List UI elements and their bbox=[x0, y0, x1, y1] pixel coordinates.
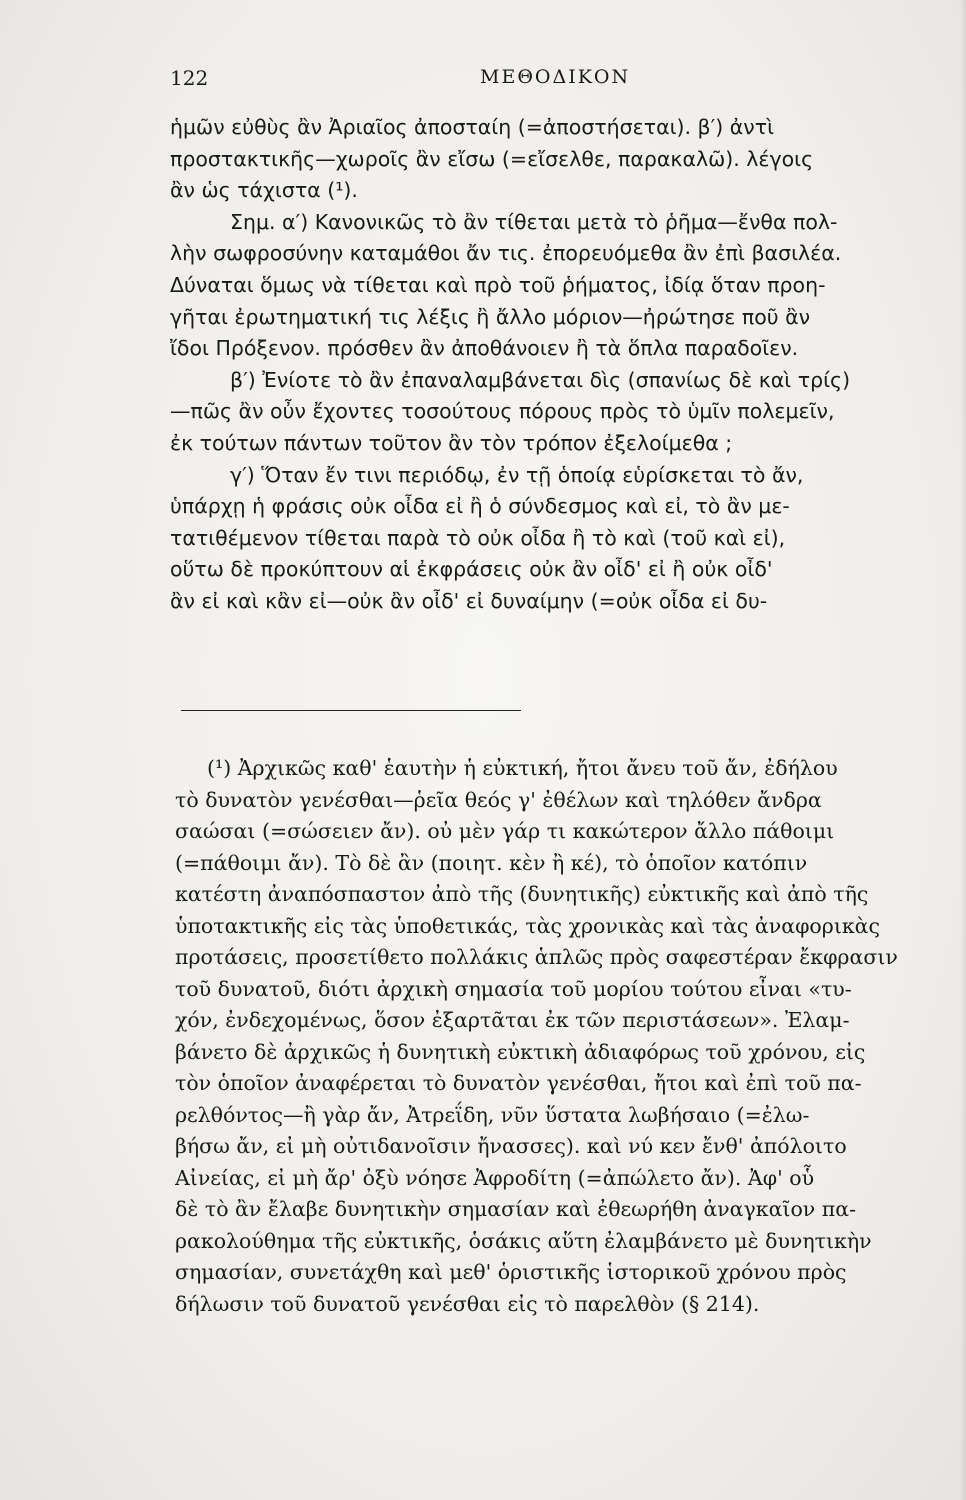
footnote-line: τὸν ὁποῖον ἀναφέρεται τὸ δυνατὸν γενέσθαι, ἤτοι καὶ ἐπὶ τοῦ πα- bbox=[175, 1071, 862, 1095]
body-line: β′) Ἐνίοτε τὸ ἂν ἐπαναλαμβάνεται δὶς (σπανίως δὲ καὶ τρίς) bbox=[230, 367, 851, 392]
footnote-line: κατέστη ἀναπόσπαστον ἀπὸ τῆς (δυνητικῆς) εὐκτικῆς καὶ ἀπὸ τῆς bbox=[175, 882, 869, 906]
footnote-line: βάνετο δὲ ἀρχικῶς ἡ δυνητικὴ εὐκτικὴ ἀδιαφόρως τοῦ χρόνου, εἰς bbox=[175, 1039, 866, 1064]
body-line: προστακτικῆς—χωροῖς ἂν εἴσω (=εἴσελθε, παρακαλῶ). λέγοις bbox=[170, 146, 814, 171]
body-line: ἴδοι Πρόξενον. πρόσθεν ἂν ἀποθάνοιεν ἢ τὰ ὅπλα παραδοῖεν. bbox=[170, 336, 799, 361]
body-line: ἂν εἰ καὶ κἂν εἰ—οὐκ ἂν οἶδ' εἰ δυναίμην (=οὐκ οἶδα εἰ δυ- bbox=[170, 588, 768, 613]
body-line: Σημ. α′) Κανονικῶς τὸ ἂν τίθεται μετὰ τὸ ῥῆμα—ἔνθα πολ- bbox=[230, 209, 838, 234]
footnote-line: (=πάθοιμι ἄν). Τὸ δὲ ἂν (ποιητ. κὲν ἢ κέ), τὸ ὁποῖον κατόπιν bbox=[175, 850, 808, 875]
body-line: ἡμῶν εὐθὺς ἂν Ἀριαῖος ἀποσταίη (=ἀποστήσεται). β′) ἀντὶ bbox=[170, 115, 775, 139]
footnote-line: ρακολούθημα τῆς εὐκτικῆς, ὁσάκις αὕτη ἐλαμβάνετο μὲ δυνητικὴν bbox=[175, 1228, 872, 1253]
footnote-line: προτάσεις, προσετίθετο πολλάκις ἁπλῶς πρὸς σαφεστέραν ἔκφρασιν bbox=[175, 945, 898, 969]
body-line: —πῶς ἂν οὖν ἔχοντες τοσούτους πόρους πρὸς τὸ ὑμῖν πολεμεῖν, bbox=[170, 399, 835, 424]
footnote-separator bbox=[181, 710, 521, 711]
footnote-line: δὲ τὸ ἂν ἔλαβε δυνητικὴν σημασίαν καὶ ἐθεωρήθη ἀναγκαῖον πα- bbox=[175, 1197, 857, 1221]
footnote-line: τοῦ δυνατοῦ, διότι ἀρχικὴ σημασία τοῦ μορίου τούτου εἶναι «τυ- bbox=[175, 976, 852, 1001]
running-title: ΜΕΘΟΔΙΚΟΝ bbox=[480, 66, 631, 88]
body-line: ἐκ τούτων πάντων τοῦτον ἂν τὸν τρόπον ἐξελοίμεθα ; bbox=[170, 430, 733, 455]
footnote-line: χόν, ἐνδεχομένως, ὅσον ἐξαρτᾶται ἐκ τῶν περιστάσεων». Ἐλαμ- bbox=[175, 1008, 850, 1032]
footnote-line: τὸ δυνατὸν γενέσθαι—ῥεῖα θεός γ' ἐθέλων καὶ τηλόθεν ἄνδρα bbox=[175, 787, 822, 812]
body-line: ἂν ὡς τάχιστα (¹). bbox=[170, 178, 358, 203]
footnote-line: δήλωσιν τοῦ δυνατοῦ γενέσθαι εἰς τὸ παρελθὸν (§ 214). bbox=[175, 1291, 760, 1316]
page-number: 122 bbox=[170, 66, 209, 90]
footnote-line: σαώσαι (=σώσειεν ἄν). οὐ μὲν γάρ τι κακώτερον ἄλλο πάθοιμι bbox=[175, 819, 835, 843]
body-line: γῆται ἐρωτηματική τις λέξις ἢ ἄλλο μόριον—ἠρώτησε ποῦ ἂν bbox=[170, 304, 811, 329]
body-line: τατιθέμενον τίθεται παρὰ τὸ οὐκ οἶδα ἢ τὸ καὶ (τοῦ καὶ εἰ), bbox=[170, 525, 786, 550]
footnote-line: ρελθόντος—ἢ γὰρ ἄν, Ἀτρεΐδη, νῦν ὕστατα λωβήσαιο (=ἐλω- bbox=[175, 1102, 810, 1127]
body-line: γ′) Ὅταν ἔν τινι περιόδῳ, ἐν τῇ ὁποίᾳ εὑρίσκεται τὸ ἄν, bbox=[230, 462, 804, 487]
body-line: ὑπάρχῃ ἡ φράσις οὐκ οἶδα εἰ ἢ ὁ σύνδεσμος καὶ εἰ, τὸ ἂν με- bbox=[170, 494, 790, 519]
footnote-line: (¹) Ἀρχικῶς καθ' ἑαυτὴν ἡ εὐκτική, ἤτοι ἄνευ τοῦ ἄν, ἐδήλου bbox=[207, 756, 838, 780]
footnote-line: Αἰνείας, εἰ μὴ ἄρ' ὀξὺ νόησε Ἀφροδίτη (=ἀπώλετο ἄν). Ἀφ' οὗ bbox=[175, 1165, 815, 1190]
footnote-block bbox=[175, 753, 960, 1320]
page-edge-shadow bbox=[960, 0, 966, 1500]
footnote-line: σημασίαν, συνετάχθη καὶ μεθ' ὁριστικῆς ἱστορικοῦ χρόνου πρὸς bbox=[175, 1260, 847, 1284]
main-text-block bbox=[170, 112, 960, 618]
body-line: οὕτω δὲ προκύπτουν αἱ ἐκφράσεις οὐκ ἂν οἶδ' εἰ ἢ οὐκ οἶδ' bbox=[170, 557, 773, 582]
footnote-line: ὑποτακτικῆς εἰς τὰς ὑποθετικάς, τὰς χρονικὰς καὶ τὰς ἀναφορικὰς bbox=[175, 913, 880, 938]
footnote-line: βήσω ἄν, εἰ μὴ οὐτιδανοῖσιν ἤνασσες). καὶ νύ κεν ἔνθ' ἀπόλοιτο bbox=[175, 1134, 847, 1158]
body-line: λὴν σωφροσύνην καταμάθοι ἄν τις. ἐπορευόμεθα ἂν ἐπὶ βασιλέα. bbox=[170, 241, 842, 266]
body-line: Δύναται ὅμως νὰ τίθεται καὶ πρὸ τοῦ ῥήματος, ἰδίᾳ ὅταν προη- bbox=[170, 272, 826, 297]
